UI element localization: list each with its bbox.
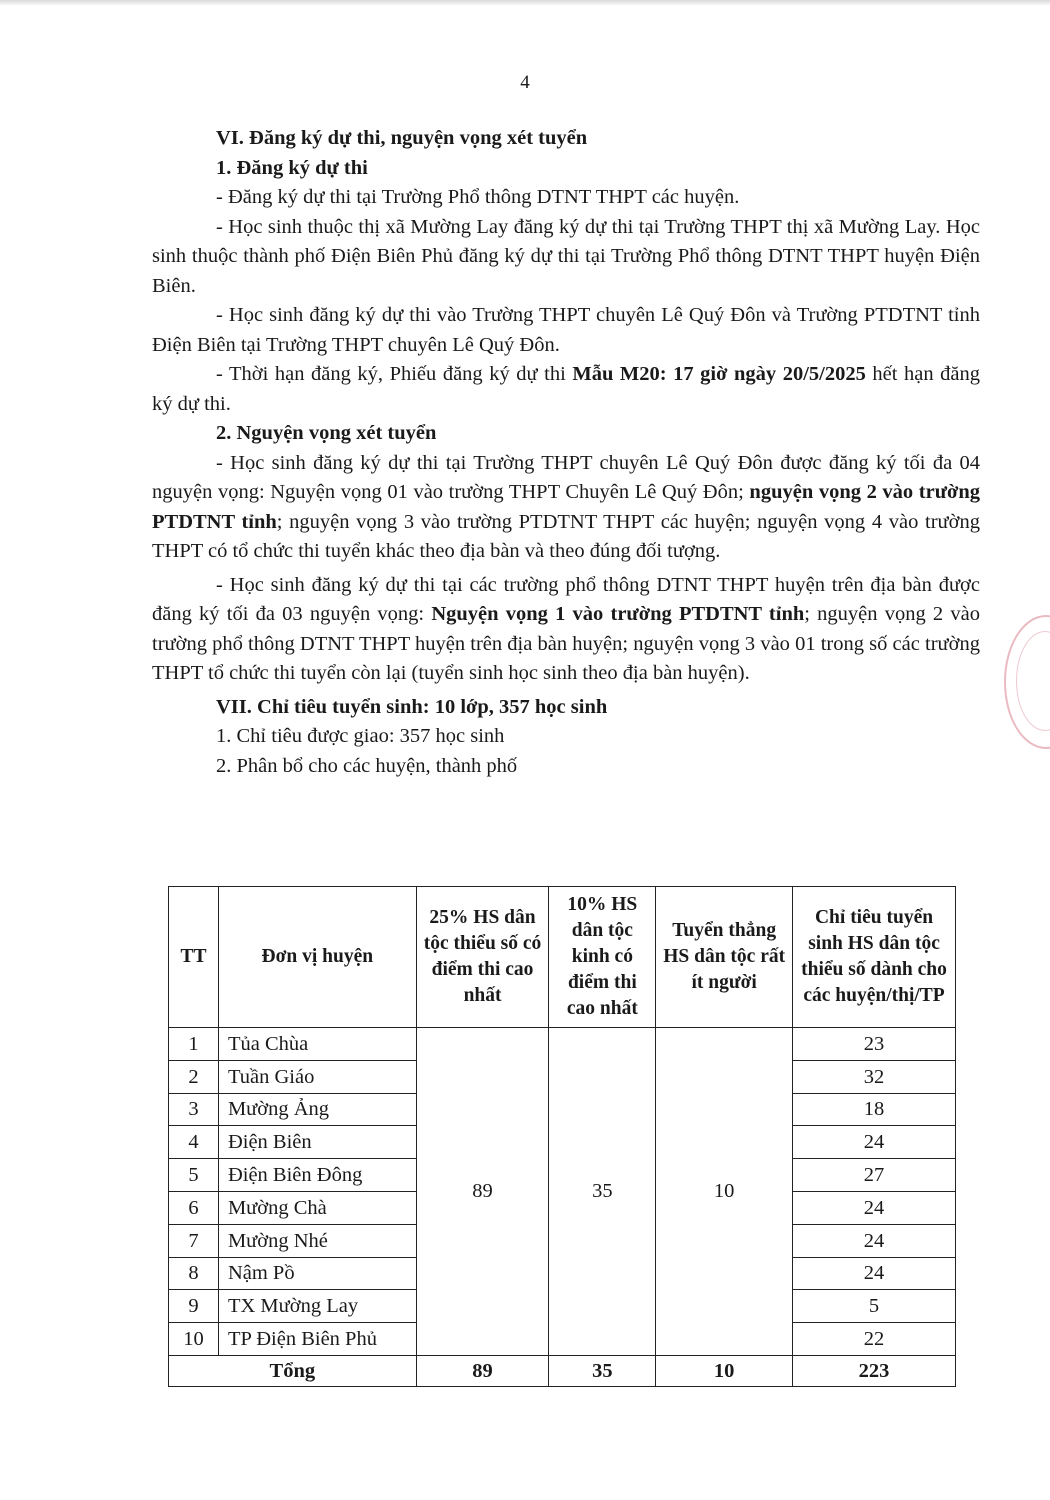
header-unit: Đơn vị huyện	[218, 887, 416, 1028]
row-tt: 10	[169, 1323, 219, 1356]
deadline-bold: Mẫu M20: 17 giờ ngày 20/5/2025	[572, 363, 866, 385]
header-tt: TT	[169, 887, 219, 1028]
row-quota: 24	[793, 1224, 956, 1257]
row-quota: 32	[793, 1060, 956, 1093]
paragraph-register-location: - Đăng ký dự thi tại Trường Phổ thông DTNT THPT các huyện.	[216, 186, 740, 208]
total-label: Tổng	[169, 1355, 417, 1386]
paragraph-preferences-district	[152, 571, 980, 689]
paragraph-deadline	[152, 360, 980, 419]
row-tt: 9	[169, 1290, 219, 1323]
row-quota: 24	[793, 1126, 956, 1159]
header-10-percent: 10% HS dân tộc kinh có điểm thi cao nhất	[549, 887, 656, 1028]
quota-allocation: 2. Phân bổ cho các huyện, thành phố	[216, 754, 518, 777]
row-tt: 3	[169, 1093, 219, 1126]
row-quota: 18	[793, 1093, 956, 1126]
section-7-title: VII. Chỉ tiêu tuyển sinh: 10 lớp, 357 học sinh	[216, 695, 608, 718]
row-unit: Tủa Chùa	[218, 1028, 416, 1061]
page-top-edge	[0, 0, 1050, 6]
row-quota: 27	[793, 1159, 956, 1192]
row-unit: Mường Chà	[218, 1191, 416, 1224]
paragraph-specialized-school: - Học sinh đăng ký dự thi vào Trường THPT chuyên Lê Quý Đôn và Trường PTDTNT tỉnh Điện Biên tại Trường THPT chuyên Lê Quý Đôn.	[152, 304, 980, 356]
row-unit: TX Mường Lay	[218, 1290, 416, 1323]
document-body	[152, 124, 980, 781]
row-tt: 4	[169, 1126, 219, 1159]
subsection-registration-title: 1. Đăng ký dự thi	[216, 156, 368, 179]
row-unit: TP Điện Biên Phủ	[218, 1323, 416, 1356]
row-unit: Mường Nhé	[218, 1224, 416, 1257]
total-quota: 223	[793, 1355, 956, 1386]
header-district-quota: Chỉ tiêu tuyển sinh HS dân tộc thiểu số dành cho các huyện/thị/TP	[793, 887, 956, 1028]
row-unit: Tuần Giáo	[218, 1060, 416, 1093]
pref2-text-start: - Học sinh đăng ký dự thi tại các trường phổ thông DTNT THPT huyện trên địa bàn được đăng ký tối đa 03 nguyện vọng:	[152, 573, 980, 625]
row-unit: Nậm Pồ	[218, 1257, 416, 1290]
total-25-percent: 89	[416, 1355, 549, 1386]
paragraph-preferences-specialized	[152, 449, 980, 567]
header-25-percent: 25% HS dân tộc thiểu số có điểm thi cao nhất	[416, 887, 549, 1028]
quota-assigned: 1. Chỉ tiêu được giao: 357 học sinh	[216, 725, 505, 747]
row-tt: 5	[169, 1159, 219, 1192]
total-direct-admission: 10	[656, 1355, 793, 1386]
pref1-text-end: ; nguyện vọng 3 vào trường PTDTNT THPT các huyện; nguyện vọng 4 vào trường THPT có tổ chức thi tuyển khác theo địa bàn và theo đúng đối tượng.	[152, 510, 980, 562]
table-total-row	[169, 1355, 956, 1386]
pref2-text-end: ; nguyện vọng 2 vào trường phổ thông DTNT THPT huyện trên địa bàn huyện; nguyện vọng 3 vào 01 trong số các trường THPT tổ chức thi tuyển còn lại (tuyển sinh học sinh theo địa bàn huyện).	[152, 603, 980, 684]
row-quota: 23	[793, 1028, 956, 1061]
row-tt: 6	[169, 1191, 219, 1224]
row-tt: 8	[169, 1257, 219, 1290]
official-stamp-fragment	[1004, 615, 1050, 749]
paragraph-muong-lay-students: - Học sinh thuộc thị xã Mường Lay đăng ký dự thi tại Trường THPT thị xã Mường Lay. Học sinh thuộc thành phố Điện Biên Phủ đăng ký dự thi tại Trường Phổ thông DTNT THPT huyện Điện Biên.	[152, 215, 980, 297]
row-tt: 1	[169, 1028, 219, 1061]
row-quota: 22	[793, 1323, 956, 1356]
row-unit: Điện Biên Đông	[218, 1159, 416, 1192]
total-10-percent: 35	[549, 1355, 656, 1386]
table-row	[169, 1028, 956, 1061]
row-unit: Điện Biên	[218, 1126, 416, 1159]
row-quota: 24	[793, 1257, 956, 1290]
deadline-text-end: hết hạn đăng ký dự thi.	[152, 363, 980, 415]
row-tt: 7	[169, 1224, 219, 1257]
subsection-preferences-title: 2. Nguyện vọng xét tuyển	[216, 422, 437, 444]
merged-10-percent: 35	[549, 1028, 656, 1356]
row-quota: 24	[793, 1191, 956, 1224]
quota-table	[168, 886, 956, 1387]
merged-direct-admission: 10	[656, 1028, 793, 1356]
pref2-bold: Nguyện vọng 1 vào trường PTDTNT tỉnh	[431, 603, 805, 625]
table-header-row	[169, 887, 956, 1028]
section-6-title: VI. Đăng ký dự thi, nguyện vọng xét tuyển	[216, 127, 588, 149]
page-number: 4	[520, 72, 530, 93]
row-tt: 2	[169, 1060, 219, 1093]
header-direct-admission: Tuyển thẳng HS dân tộc rất ít người	[656, 887, 793, 1028]
deadline-text-start: - Thời hạn đăng ký, Phiếu đăng ký dự thi	[216, 363, 573, 385]
pref1-bold: nguyện vọng 2 vào trường PTDTNT tỉnh	[152, 481, 980, 533]
merged-25-percent: 89	[416, 1028, 549, 1356]
row-quota: 5	[793, 1290, 956, 1323]
row-unit: Mường Ảng	[218, 1093, 416, 1126]
pref1-text-start: - Học sinh đăng ký dự thi tại Trường THPT chuyên Lê Quý Đôn được đăng ký tối đa 04 nguyện vọng: Nguyện vọng 01 vào trường THPT Chuyên Lê Quý Đôn;	[152, 451, 980, 503]
